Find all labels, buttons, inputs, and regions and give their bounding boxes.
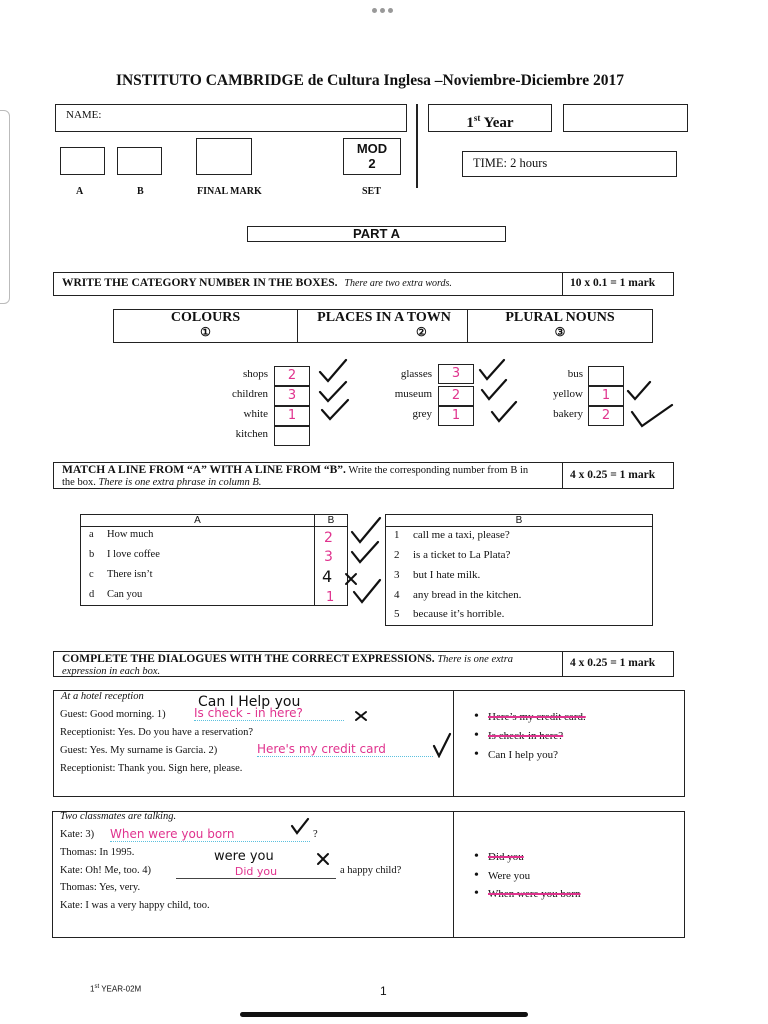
word-museum: museum (394, 388, 432, 400)
b-row (394, 569, 481, 581)
handwritten-answer: 1 (287, 408, 297, 423)
option-item: • Is check-in here? (488, 730, 563, 742)
part-heading (247, 226, 506, 242)
row-letter: b (89, 549, 95, 560)
page-number: 1 (380, 984, 387, 998)
section2-instruction (53, 462, 674, 489)
row-text: Can you (107, 589, 143, 600)
b-row-text: call me a taxi, please? (413, 529, 510, 541)
answer-box[interactable] (588, 386, 624, 406)
dialogue1-correction1: Can I Help you (198, 694, 301, 710)
word-bakery: bakery (553, 408, 583, 420)
category-places (304, 310, 464, 339)
row-text: There isn’t (107, 569, 153, 580)
match-answer-c[interactable]: 4 (322, 567, 333, 586)
category-colours (114, 310, 297, 340)
option-item: • Did you (488, 851, 524, 863)
dialogue2-line3: Kate: Oh! Me, too. 4) (60, 865, 151, 876)
dialogue2-answer3[interactable]: When were you born (110, 827, 310, 842)
answer-box[interactable] (274, 426, 310, 446)
word-white: white (243, 408, 268, 420)
handwritten-answer: 1 (601, 388, 611, 403)
category-number: ③ (554, 325, 566, 339)
match-row-d (89, 589, 143, 600)
answer-box[interactable] (438, 364, 474, 384)
more-options-icon[interactable] (372, 7, 396, 15)
b-row (394, 549, 511, 561)
header-divider (416, 104, 418, 188)
handwritten-answer: 2 (451, 388, 461, 403)
home-indicator[interactable] (240, 1012, 528, 1017)
b-row-num: 2 (394, 549, 400, 561)
word-kitchen: kitchen (235, 428, 268, 440)
section1-instruction (53, 272, 674, 296)
dialogue2-line2: Thomas: In 1995. (60, 847, 135, 858)
word-shops: shops (242, 368, 268, 380)
word-glasses: glasses (400, 368, 432, 380)
section2-marks: 4 x 0.25 = 1 mark (570, 469, 656, 481)
mod-number: 2 (368, 156, 376, 171)
category-plural (468, 310, 652, 340)
dialogue2-line1: Kate: 3) (60, 829, 95, 840)
answer-box[interactable] (274, 406, 310, 426)
label-b: B (137, 186, 144, 197)
checkmark-icon (350, 540, 380, 564)
category-title: PLACES IN A TOWN (317, 310, 451, 325)
dialogue2-answer4[interactable]: Did you (176, 866, 336, 879)
dialogue1-line1: Guest: Good morning. 1) (60, 709, 166, 720)
word-grey: grey (412, 408, 432, 420)
row-letter: c (89, 569, 94, 580)
b-row-num: 1 (394, 529, 400, 541)
row-text: How much (107, 529, 154, 540)
option-item: • When were you born (488, 888, 581, 900)
checkmark-icon (290, 817, 310, 835)
match-row-a (89, 529, 154, 540)
dialogue2-line5: Kate: I was a very happy child, too. (60, 900, 210, 911)
option-item: • Can I help you? (488, 749, 558, 761)
match-row-c (89, 569, 153, 580)
answer-box[interactable] (438, 386, 474, 406)
checkmark-icon (320, 398, 350, 422)
match-row-b (89, 549, 160, 560)
b-row-num: 3 (394, 569, 400, 581)
section2-instruction-text: MATCH A LINE FROM “A” WITH A LINE FROM “B”. (62, 464, 346, 476)
time-label: TIME: 2 hours (473, 156, 548, 170)
b-row-text: is a ticket to La Plata? (413, 549, 511, 561)
name-label: NAME: (66, 109, 102, 121)
section2-instruction-rest: Write the corresponding number from B in the box. (62, 465, 529, 488)
word-bus: bus (567, 368, 583, 380)
footer-code: 1st YEAR-02M (90, 984, 142, 994)
mod-label: MOD (356, 141, 388, 156)
category-number: ② (416, 325, 427, 339)
word-yellow: yellow (553, 388, 583, 400)
handwritten-answer: 3 (287, 388, 297, 403)
answer-box[interactable] (274, 386, 310, 406)
dialogue1-answer2[interactable]: Here's my credit card (257, 742, 433, 757)
mod-box (343, 138, 401, 175)
handwritten-answer: 2 (601, 408, 611, 423)
checkmark-icon (626, 380, 652, 402)
table-b-header: B (386, 515, 652, 527)
column-b-header: B (315, 515, 347, 527)
option-item: • Were you (488, 870, 530, 882)
checkmark-icon (630, 402, 674, 428)
handwritten-answer: 3 (451, 366, 461, 381)
row-letter: a (89, 529, 94, 540)
handwritten-answer: 1 (451, 408, 461, 423)
label-a: A (76, 186, 84, 197)
checkmark-icon (432, 732, 452, 758)
cross-mark-icon (354, 710, 368, 722)
b-row-text: any bread in the kitchen. (413, 589, 522, 601)
section2-instruction-note: There is one extra phrase in column B. (98, 477, 262, 488)
dialogue1-line3: Guest: Yes. My surname is Garcia. 2) (60, 745, 218, 756)
handwritten-answer: 2 (287, 368, 297, 383)
b-row (394, 608, 505, 620)
cross-mark-icon (316, 852, 330, 866)
match-answer-a[interactable]: 2 (324, 530, 333, 546)
category-table (113, 309, 653, 343)
dialogue1-context: At a hotel reception (61, 691, 144, 702)
row-text: I love coffee (107, 549, 160, 560)
b-row (394, 589, 522, 601)
page-title: INSTITUTO CAMBRIDGE de Cultura Inglesa –Noviembre-Diciembre 2017 (115, 72, 625, 89)
year-blank-box[interactable] (563, 104, 688, 132)
section3-instruction-note: There is one extra expression in each box. (62, 654, 514, 677)
part-label: PART A (353, 226, 400, 241)
category-number: ① (200, 325, 211, 339)
section3-instruction-text: COMPLETE THE DIALOGUES WITH THE CORRECT EXPRESSIONS. (62, 653, 435, 665)
match-answer-d[interactable]: 1 (326, 590, 335, 605)
mark-box-a[interactable] (60, 147, 105, 175)
checkmark-icon (352, 578, 382, 604)
word-children: children (231, 388, 268, 400)
dialogue1-answer1[interactable]: Is check - in here? (194, 706, 344, 721)
label-final-mark: FINAL MARK (197, 186, 262, 197)
label-set: SET (362, 186, 381, 197)
dialogue2-line1-end: ? (313, 829, 318, 840)
side-panel-handle[interactable] (0, 110, 10, 304)
section1-instruction-note: There are two extra words. (344, 278, 452, 289)
option-item: • Here’s my credit card. (488, 711, 586, 723)
dialogue1-line2: Receptionist: Yes. Do you have a reservation? (60, 727, 254, 738)
category-title: PLURAL NOUNS (505, 310, 615, 325)
match-answer-b[interactable]: 3 (324, 549, 333, 565)
column-a-header: A (81, 515, 314, 527)
time-box (462, 151, 677, 177)
section3-marks: 4 x 0.25 = 1 mark (570, 657, 656, 669)
section1-marks: 10 x 0.1 = 1 mark (570, 277, 656, 289)
b-row-text: because it’s horrible. (413, 608, 505, 620)
year-box: 1st Year (428, 104, 552, 132)
dialogue2-context: Two classmates are talking. (60, 811, 177, 822)
final-mark-box[interactable] (196, 138, 252, 175)
category-title: COLOURS (170, 310, 241, 325)
answer-box[interactable] (438, 406, 474, 426)
dialogue2-line3-end: a happy child? (340, 865, 402, 876)
checkmark-icon (490, 400, 518, 424)
row-letter: d (89, 589, 95, 600)
section3-instruction (53, 651, 674, 677)
section1-instruction-text: WRITE THE CATEGORY NUMBER IN THE BOXES. (62, 277, 338, 289)
name-field[interactable] (55, 104, 407, 132)
dialogue2-line4: Thomas: Yes, very. (60, 882, 141, 893)
b-row (394, 529, 510, 541)
answer-box[interactable] (274, 366, 310, 386)
dialogue2-correction4: were you (214, 849, 274, 864)
mark-box-b[interactable] (117, 147, 162, 175)
answer-box[interactable] (588, 406, 624, 426)
dialogue1-line4: Receptionist: Thank you. Sign here, please. (60, 763, 243, 774)
b-row-num: 4 (394, 589, 400, 601)
b-row-text: but I hate milk. (413, 569, 481, 581)
b-row-num: 5 (394, 608, 400, 620)
checkmark-icon (480, 378, 508, 402)
answer-box[interactable] (588, 366, 624, 386)
